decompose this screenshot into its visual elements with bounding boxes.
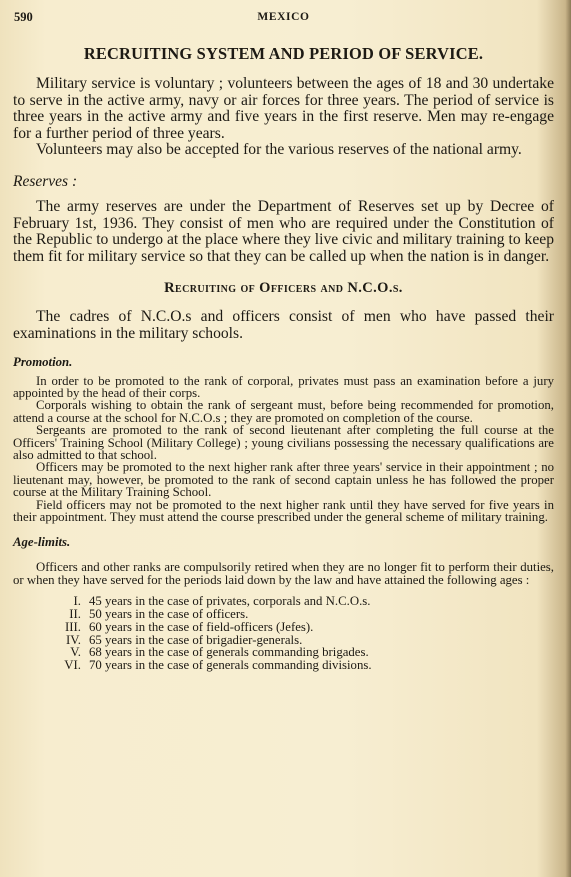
list-numeral: VI. bbox=[64, 658, 81, 673]
section-title-recruiting-system: RECRUITING SYSTEM AND PERIOD OF SERVICE. bbox=[83, 44, 484, 63]
age-limits-list bbox=[13, 595, 554, 672]
heading-recruiting-officers: Recruiting of Officers and N.C.O.s. bbox=[164, 280, 403, 297]
page-header bbox=[14, 8, 553, 28]
paragraph-promotion-field-officers: Field officers may not be promoted to the next higher rank until they have served for five years in their appointment. They must attend the course prescribed under the general scheme of military training. bbox=[13, 497, 554, 524]
paragraph-promotion-sergeant: Corporals wishing to obtain the rank of sergeant must, before being recommended for promotion, attend a course at the school for N.C.O.s ; they are promoted on completion of the course. bbox=[13, 398, 554, 425]
list-numeral: III. bbox=[65, 619, 81, 634]
list-numeral: I. bbox=[73, 594, 81, 609]
paragraph-volunteers: Volunteers may also be accepted for the various reserves of the national army. bbox=[36, 141, 522, 159]
heading-reserves: Reserves : bbox=[13, 172, 78, 190]
paragraph-reserves: The army reserves are under the Department of Reserves set up by Decree of February 1st, 1936. They consist of men who are required under the Constitution of the Republic to undergo at the place where they live civic and military training to keep them fit for military service so that they can be called up when the nation is in danger. bbox=[13, 197, 554, 265]
heading-age-limits: Age-limits. bbox=[13, 535, 71, 550]
paragraph-cadres: The cadres of N.C.O.s and officers consist of men who have passed their examinations in the military schools. bbox=[13, 308, 554, 342]
list-item-text: 60 years in the case of field-officers (Jefes). bbox=[89, 619, 314, 634]
spacer bbox=[13, 159, 554, 173]
list-item bbox=[13, 621, 554, 634]
paragraph-promotion-officers: Officers may be promoted to the next higher rank after three years' service in their appointment ; no lieutenant may, however, be promoted to the rank of second captain unless he has followed the proper course at the Military Training School. bbox=[13, 460, 554, 500]
list-numeral: II. bbox=[69, 607, 81, 622]
list-item bbox=[13, 608, 554, 621]
paragraph-promotion-lieutenant: Sergeants are promoted to the rank of second lieutenant after completing the full course at the Officers' Training School (Military College) ; young civilians possessing the necessary qualifications are also admitted to that school. bbox=[13, 423, 554, 462]
list-item-text: 45 years in the case of privates, corporals and N.C.O.s. bbox=[89, 594, 371, 609]
page-number: 590 bbox=[14, 10, 33, 24]
spacer bbox=[13, 265, 554, 279]
list-item-text: 50 years in the case of officers. bbox=[89, 607, 249, 622]
list-numeral: IV. bbox=[65, 632, 81, 647]
list-item bbox=[13, 659, 554, 672]
list-item-text: 68 years in the case of generals commanding brigades. bbox=[89, 645, 369, 660]
page-content bbox=[13, 44, 554, 672]
paragraph-age-limits-intro: Officers and other ranks are compulsorily retired when they are no longer fit to perform their duties, or when they have served for the periods laid down by the law and have attained the following ages : bbox=[13, 560, 554, 587]
spacer bbox=[13, 343, 554, 355]
list-numeral: V. bbox=[70, 645, 81, 660]
running-head: MEXICO bbox=[257, 11, 310, 23]
list-item-text: 65 years in the case of brigadier-generals. bbox=[89, 632, 303, 647]
spacer bbox=[13, 523, 554, 535]
paragraph-promotion-corporal: In order to be promoted to the rank of corporal, privates must pass an examination before a jury appointed by the head of their corps. bbox=[13, 373, 554, 400]
paragraph-military-service: Military service is voluntary ; volunteers between the ages of 18 and 30 undertake to serve in the active army, navy or air forces for three years. The period of service is three years in the active army and five years in the first reserve. Men may re-engage for a further period of three years. bbox=[13, 75, 554, 142]
list-item-text: 70 years in the case of generals commanding divisions. bbox=[89, 658, 372, 673]
heading-promotion: Promotion. bbox=[13, 354, 73, 369]
